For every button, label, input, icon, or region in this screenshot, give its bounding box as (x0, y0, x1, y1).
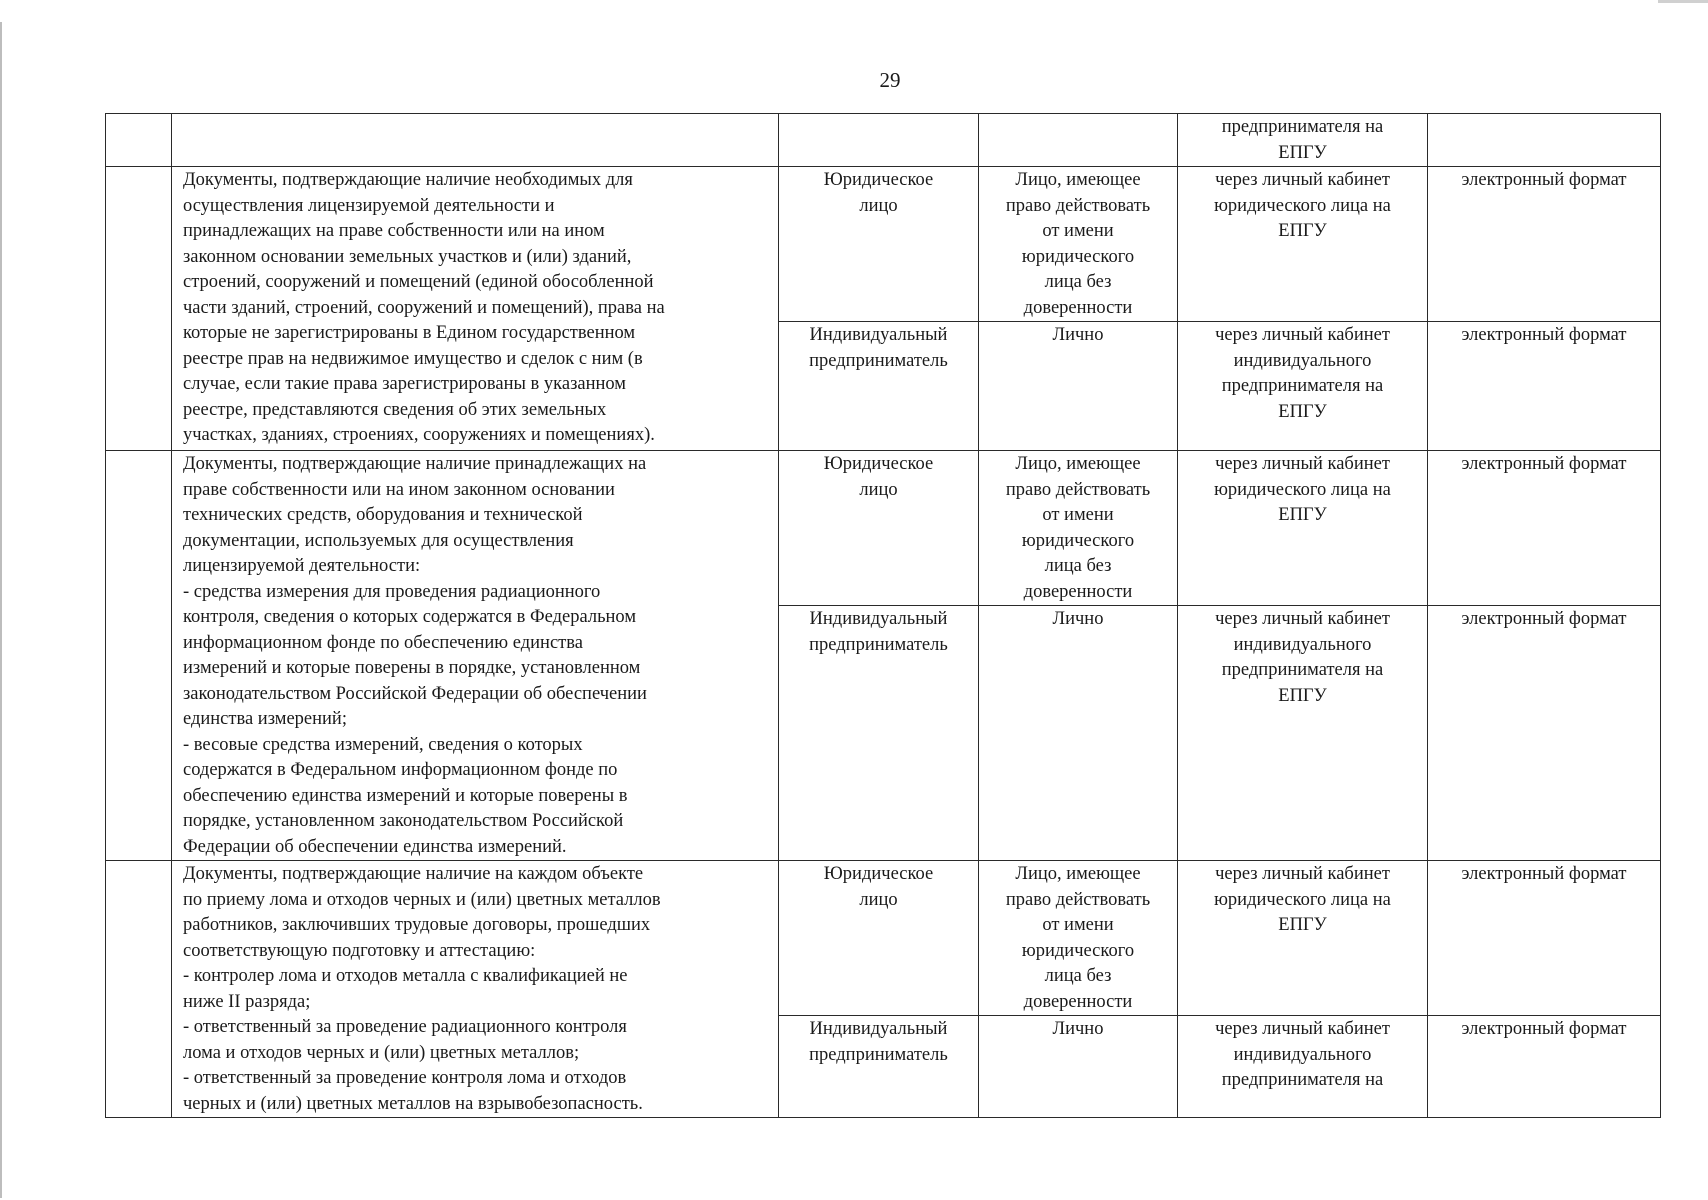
text-line: предприниматель (809, 634, 948, 655)
text-line: юридического лица на (1214, 195, 1391, 216)
cell-description (172, 167, 779, 451)
cell-number (106, 167, 172, 451)
table-row (106, 861, 1661, 1016)
text-line: ЕПГУ (1278, 505, 1327, 525)
text-line: лицо (859, 889, 898, 910)
text-line: Документы, подтверждающие наличие на каждом объекте (183, 864, 644, 884)
text-line: измерений и которые поверены в порядке, установленном (183, 658, 641, 678)
text-line: Юридическое (823, 170, 934, 190)
text-line: технических средств, оборудования и технической (183, 505, 583, 525)
text-line: законном основании земельных участков и (или) зданий, (183, 246, 632, 267)
cell-format: электронный формат (1428, 606, 1661, 861)
text-line: предприниматель (809, 350, 948, 371)
cell-channel (1178, 451, 1428, 606)
cell-applicant (779, 451, 979, 606)
cell-format: электронный формат (1428, 1016, 1661, 1118)
text-line: Индивидуальный (809, 325, 948, 345)
text-line: через личный кабинет (1215, 325, 1390, 345)
text-line: право действовать (1005, 479, 1151, 500)
cell-representative (979, 114, 1178, 167)
text-line: ниже II разряда; (183, 991, 311, 1012)
text-line: праве собственности или на ином законном основании (183, 479, 615, 500)
text-line: от имени (1042, 505, 1114, 525)
text-line: документации, используемых для осуществления (183, 530, 574, 551)
text-line: индивидуального (1233, 634, 1372, 655)
text-line: ЕПГУ (1278, 685, 1327, 706)
text-line: через личный кабинет (1215, 1019, 1390, 1039)
text-line: Документы, подтверждающие наличие необходимых для (183, 170, 633, 190)
cell-description (172, 861, 779, 1118)
cell-number (106, 861, 172, 1118)
text-line: доверенности (1023, 581, 1133, 602)
text-line: участках, зданиях, строениях, сооружениях и помещениях). (183, 425, 655, 445)
cell-channel (1178, 114, 1428, 167)
text-line: Лицо, имеющее (1015, 454, 1141, 474)
text-line: ЕПГУ (1278, 142, 1327, 163)
text-line: юридического лица на (1214, 889, 1391, 910)
text-line: соответствующую подготовку и аттестацию: (183, 940, 536, 961)
text-line: случае, если такие права зарегистрированы в указанном (183, 374, 626, 394)
text-line: - средства измерения для проведения радиационного (183, 581, 601, 602)
text-line: Индивидуальный (809, 609, 948, 629)
cell-channel (1178, 167, 1428, 322)
text-line: содержатся в Федеральном информационном фонде по (183, 760, 618, 780)
cell-applicant (779, 606, 979, 861)
text-line: - весовые средства измерений, сведения о которых (183, 734, 583, 755)
text-line: - ответственный за проведение радиационного контроля (183, 1017, 627, 1037)
scan-corner-mark (1658, 0, 1708, 3)
cell-representative (979, 606, 1178, 861)
text-line: через личный кабинет (1215, 454, 1390, 474)
cell-applicant (779, 1016, 979, 1118)
text-line: реестре прав на недвижимое имущество и сделок с ним (в (183, 348, 643, 369)
text-line: Индивидуальный (809, 1019, 948, 1039)
text-line: лицо (859, 195, 898, 216)
cell-format: электронный формат (1428, 861, 1661, 1016)
text-line: осуществления лицензируемой деятельности и (183, 195, 555, 216)
text-line: ЕПГУ (1278, 401, 1327, 422)
text-line: юридического (1021, 940, 1135, 961)
table-row (106, 167, 1661, 322)
cell-channel (1178, 1016, 1428, 1118)
text-line: Лицо, имеющее (1015, 864, 1141, 884)
cell-representative (979, 1016, 1178, 1118)
cell-description (172, 451, 779, 861)
table-row-continuation (106, 114, 1661, 167)
text-line: лицо (859, 479, 898, 500)
text-line: ЕПГУ (1278, 221, 1327, 241)
cell-applicant (779, 861, 979, 1016)
table-row (106, 451, 1661, 606)
text-line: информационном фонде по обеспечению единства (183, 632, 583, 653)
text-line: ЕПГУ (1278, 915, 1327, 935)
text-line: которые не зарегистрированы в Едином государственном (183, 323, 636, 343)
text-line: доверенности (1023, 991, 1133, 1012)
text-line: от имени (1042, 915, 1114, 935)
text-line: индивидуального (1233, 1044, 1372, 1065)
text-line: лица без (1044, 556, 1112, 576)
text-line: лица без (1044, 272, 1112, 292)
text-line: через личный кабинет (1215, 609, 1390, 629)
text-line: по приему лома и отходов черных и (или) цветных металлов (183, 889, 661, 910)
text-line: предпринимателя на (1221, 376, 1384, 396)
cell-number (106, 114, 172, 167)
text-line: Лично (1052, 609, 1104, 629)
text-line: от имени (1042, 221, 1114, 241)
cell-format: электронный формат (1428, 167, 1661, 322)
text-line: юридического (1021, 246, 1135, 267)
cell-format: электронный формат (1428, 451, 1661, 606)
text-line: реестре, представляются сведения об этих земельных (183, 399, 607, 420)
cell-number (106, 451, 172, 861)
text-line: обеспечению единства измерений и которые поверены в (183, 785, 628, 806)
text-line: части зданий, строений, сооружений и помещений), права на (183, 297, 665, 318)
text-line: законодательством Российской Федерации об обеспечении (183, 683, 647, 704)
cell-channel (1178, 322, 1428, 451)
scan-left-edge (0, 22, 2, 1198)
text-line: Документы, подтверждающие наличие принадлежащих на (183, 454, 647, 474)
cell-applicant (779, 114, 979, 167)
text-line: через личный кабинет (1215, 864, 1390, 884)
text-line: право действовать (1005, 889, 1151, 910)
cell-applicant (779, 167, 979, 322)
text-line: индивидуального (1233, 350, 1372, 371)
text-line: строений, сооружений и помещений (единой обособленной (183, 272, 654, 292)
cell-representative (979, 167, 1178, 322)
text-line: Юридическое (823, 864, 934, 884)
text-line: предпринимателя на (1221, 660, 1384, 680)
text-line: Лично (1052, 1019, 1104, 1039)
cell-channel (1178, 606, 1428, 861)
text-line: право действовать (1005, 195, 1151, 216)
text-line: через личный кабинет (1215, 170, 1390, 190)
text-line: предпринимателя на (1221, 117, 1384, 137)
cell-channel (1178, 861, 1428, 1016)
text-line: юридического (1021, 530, 1135, 551)
text-line: Лицо, имеющее (1015, 170, 1141, 190)
text-line: Юридическое (823, 454, 934, 474)
text-line: предпринимателя на (1221, 1070, 1384, 1090)
cell-format: электронный формат (1428, 322, 1661, 451)
text-line: предприниматель (809, 1044, 948, 1065)
text-line: лома и отходов черных и (или) цветных металлов; (183, 1042, 580, 1063)
cell-representative (979, 322, 1178, 451)
text-line: Лично (1052, 325, 1104, 345)
text-line: Федерации об обеспечении единства измерений. (183, 836, 567, 857)
text-line: юридического лица на (1214, 479, 1391, 500)
documents-table (105, 113, 1661, 1118)
cell-applicant (779, 322, 979, 451)
text-line: лицензируемой деятельности: (183, 556, 421, 576)
cell-format (1428, 114, 1661, 167)
cell-representative (979, 861, 1178, 1016)
text-line: контроля, сведения о которых содержатся в Федеральном (183, 607, 637, 627)
text-line: - ответственный за проведение контроля лома и отходов (183, 1068, 627, 1088)
text-line: доверенности (1023, 297, 1133, 318)
text-line: принадлежащих на праве собственности или на ином (183, 221, 605, 241)
text-line: - контролер лома и отходов металла с квалификацией не (183, 966, 628, 986)
cell-description (172, 114, 779, 167)
page-number: 29 (879, 68, 901, 92)
text-line: работников, заключивших трудовые договоры, прошедших (183, 915, 651, 935)
text-line: единства измерений; (183, 709, 347, 729)
text-line: порядке, установленном законодательством Российской (183, 811, 624, 831)
cell-representative (979, 451, 1178, 606)
text-line: черных и (или) цветных металлов на взрывобезопасность. (183, 1093, 643, 1114)
text-line: лица без (1044, 966, 1112, 986)
